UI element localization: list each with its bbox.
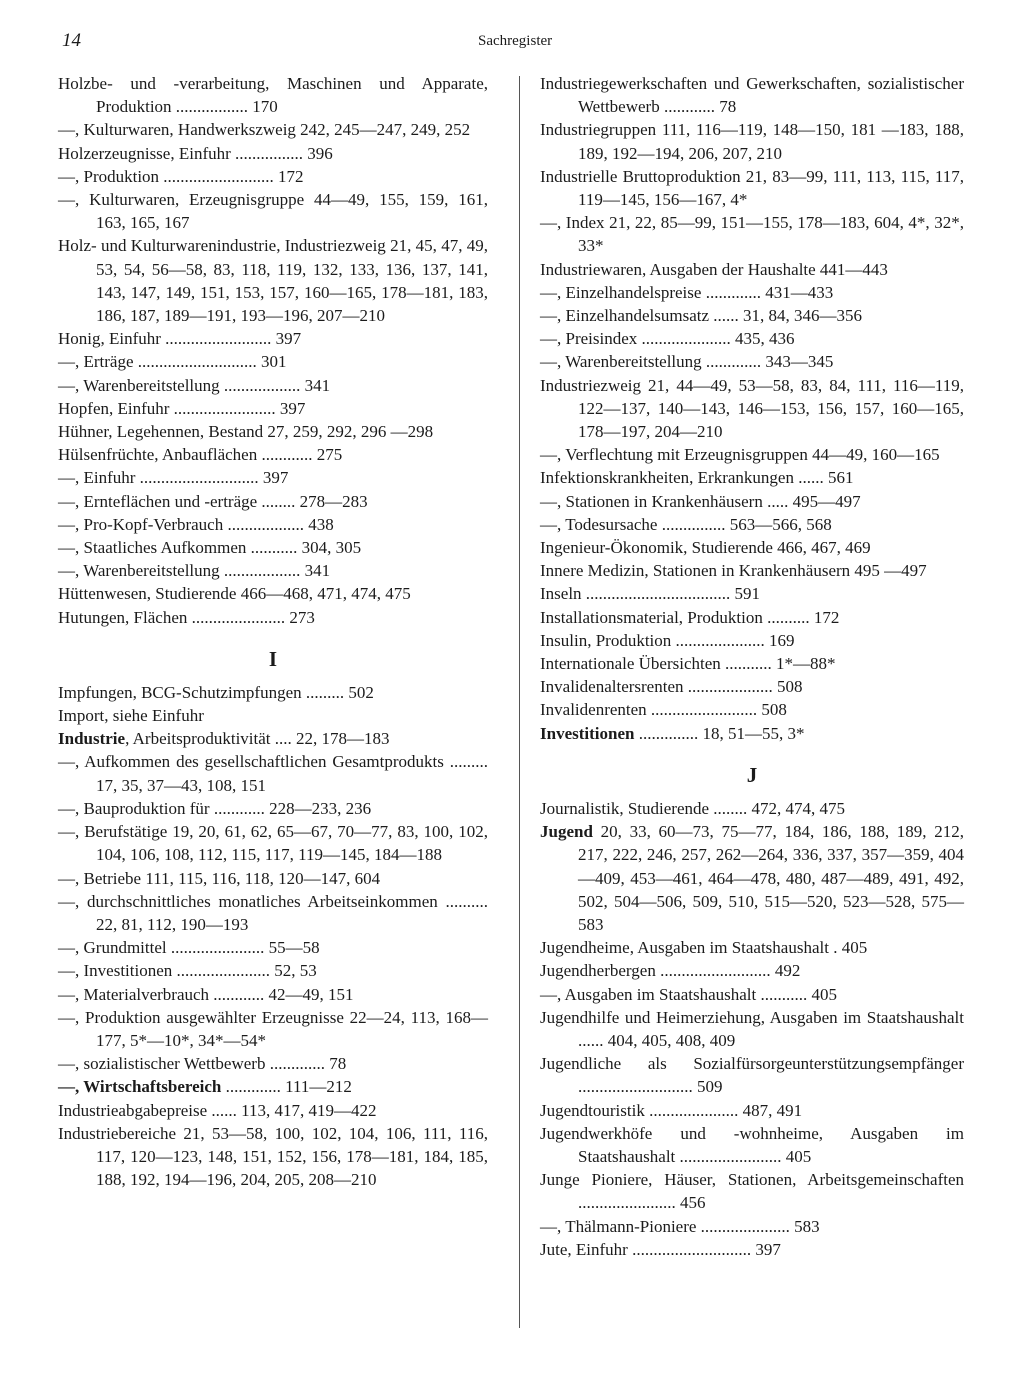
index-entry-text: ............. 111—212 [221, 1077, 352, 1097]
index-entry [540, 606, 964, 629]
index-entry-text: Industriegewerkschaften und Gewerkschaften, sozialistischer Wettbewerb ............ 78 [540, 74, 964, 117]
index-entry [58, 72, 488, 118]
index-entry [58, 867, 488, 890]
index-entry [58, 890, 488, 936]
index-entry [540, 820, 964, 936]
index-entry [58, 420, 488, 443]
index-entry-text: Industrielle Bruttoproduktion 21, 83—99, 111, 113, 115, 117, 119—145, 156—167, 4* [540, 166, 964, 210]
index-entry [58, 727, 488, 750]
index-entry [58, 559, 488, 582]
index-entry-text: —, Aufkommen des gesellschaftlichen Gesamtprodukts ......... 17, 35, 37—43, 108, 151 [58, 752, 488, 795]
index-entry-text: —, Kulturwaren, Handwerkszweig 242, 245—247, 249, 252 [58, 120, 471, 140]
index-entry-text: —, Verflechtung mit Erzeugnisgruppen 44—49, 160—165 [540, 445, 940, 465]
index-entry [58, 959, 488, 982]
index-entry-text: , Arbeitsproduktivität .... 22, 178—183 [125, 729, 390, 749]
index-entry-text: —, Warenbereitstellung ............. 343—345 [540, 352, 834, 372]
index-entry-text: Invalidenrenten ......................... 508 [540, 700, 787, 720]
index-entry [58, 936, 488, 959]
index-entry [58, 681, 488, 704]
index-entry-text: Innere Medizin, Stationen in Krankenhäusern 495 —497 [540, 561, 927, 581]
index-entry-text: Jugendhilfe und Heimerziehung, Ausgaben im Staatshaushalt ...... 404, 405, 408, 409 [540, 1007, 964, 1050]
index-entry [540, 211, 964, 257]
index-entry [540, 1238, 964, 1261]
index-entry [540, 490, 964, 513]
index-entry [58, 327, 488, 350]
index-entry [58, 983, 488, 1006]
index-entry-text: —, Produktion .......................... 172 [58, 166, 304, 186]
index-entry-text: —, Materialverbrauch ............ 42—49, 151 [58, 984, 354, 1004]
index-entry-text: Import, siehe Einfuhr [58, 706, 204, 726]
index-entry [58, 536, 488, 559]
index-entry [58, 165, 488, 188]
index-entry-text: —, Thälmann-Pioniere ..................... 583 [540, 1216, 820, 1236]
index-entry-keyword: Investitionen [540, 723, 635, 743]
index-entry-text: Jugendliche als Sozialfürsorgeunterstützungsempfänger ........................... 509 [540, 1054, 964, 1097]
index-entry-text: Infektionskrankheiten, Erkrankungen ...... 561 [540, 468, 854, 488]
index-entry-text: Insulin, Produktion ..................... 169 [540, 630, 795, 650]
index-entry [540, 629, 964, 652]
section-letter-j: J [746, 762, 758, 787]
index-entry-text: —, Warenbereitstellung .................. 341 [58, 561, 331, 581]
index-entry-text: —, Investitionen ...................... 52, 53 [58, 961, 317, 981]
index-entry-text: Junge Pioniere, Häuser, Stationen, Arbeitsgemeinschaften ....................... 456 [540, 1170, 964, 1213]
index-entry [540, 936, 964, 959]
index-entry-text: Ingenieur-Ökonomik, Studierende 466, 467, 469 [540, 538, 871, 558]
index-entry-keyword: —, Wirtschaftsbereich [58, 1077, 222, 1097]
index-entry [58, 704, 488, 727]
running-head: Sachregister [478, 33, 553, 49]
index-entry-text: Holzerzeugnisse, Einfuhr ................ 396 [58, 143, 333, 163]
index-entry-text: Hüttenwesen, Studierende 466—468, 471, 474, 475 [58, 584, 411, 604]
index-entry [540, 443, 964, 466]
index-entry [58, 350, 488, 373]
index-entry-text: Jugendtouristik ..................... 487, 491 [540, 1100, 803, 1120]
index-entry-text: Jugendwerkhöfe und -wohnheime, Ausgaben im Staatshaushalt ........................ 405 [540, 1123, 964, 1166]
index-entry-text: Invalidenaltersrenten .................... 508 [540, 677, 803, 697]
index-entry [540, 72, 964, 118]
index-entry [540, 1099, 964, 1122]
index-entry-text: —, Ernteflächen und -erträge ........ 278—283 [58, 491, 368, 511]
index-entry-text: —, Berufstätige 19, 20, 61, 62, 65—67, 70—77, 83, 100, 102, 104, 106, 108, 112, 115, 117, 119—145, 184—188 [58, 822, 488, 865]
index-entry-text: Industriezweig 21, 44—49, 53—58, 83, 84, 111, 116—119, 122—137, 140—143, 146—153, 156, 157, 160—165, 178—197, 204—210 [540, 375, 964, 442]
index-entry [540, 466, 964, 489]
index-entry-text: —, Betriebe 111, 115, 116, 118, 120—147, 604 [58, 868, 381, 888]
index-entry-text: Jugendherbergen .......................... 492 [540, 961, 801, 981]
index-entry [58, 118, 488, 141]
right-column [540, 72, 964, 1261]
index-entry [540, 304, 964, 327]
index-entry-text: Impfungen, BCG-Schutzimpfungen ......... 502 [58, 682, 374, 702]
index-entry [58, 234, 488, 327]
index-entry [540, 281, 964, 304]
index-entry [540, 374, 964, 444]
index-entry-text: Industriegruppen 111, 116—119, 148—150, 181 —183, 188, 189, 192—194, 206, 207, 210 [540, 120, 964, 163]
index-entry-text: —, Staatliches Aufkommen ........... 304, 305 [58, 538, 362, 558]
index-entry-text: Hutungen, Flächen ...................... 273 [58, 607, 315, 627]
index-entry-text: 20, 33, 60—73, 75—77, 184, 186, 188, 189, 212, 217, 222, 246, 257, 262—264, 336, 337, 357—359, 404—409, 453—461, 464—478, 480, 487—489, 491, 492, 502, 504—506, 509, 510, 515—520, 523—528, 575—583 [578, 822, 964, 934]
index-entry-text: —, Kulturwaren, Erzeugnisgruppe 44—49, 155, 159, 161, 163, 165, 167 [58, 190, 488, 233]
index-entry-text: Industriewaren, Ausgaben der Haushalte 441—443 [540, 259, 888, 279]
index-entry [540, 559, 964, 582]
index-entry [58, 1052, 488, 1075]
page-number: 14 [62, 30, 81, 51]
index-entry [58, 1006, 488, 1052]
index-entry [540, 983, 964, 1006]
index-entry-text: —, sozialistischer Wettbewerb ............. 78 [58, 1054, 347, 1074]
index-entry-text: —, Pro-Kopf-Verbrauch .................. 438 [58, 514, 334, 534]
index-entry-keyword: Jugend [540, 822, 593, 842]
index-entry-text: —, Ausgaben im Staatshaushalt ........... 405 [540, 984, 838, 1004]
column-divider [519, 76, 520, 1328]
index-entry-keyword: Industrie [58, 729, 126, 749]
index-entry-text: Jugendheime, Ausgaben im Staatshaushalt . 405 [540, 938, 868, 958]
index-entry-text: Hühner, Legehennen, Bestand 27, 259, 292, 296 —298 [58, 422, 434, 442]
index-entry [540, 513, 964, 536]
index-entry-text: —, Todesursache ............... 563—566, 568 [540, 514, 832, 534]
index-entry [540, 1006, 964, 1052]
index-entry [58, 374, 488, 397]
index-entry-text: —, Einzelhandelsumsatz ...... 31, 84, 346—356 [540, 306, 863, 326]
index-entry [58, 1122, 488, 1192]
index-entry [58, 750, 488, 796]
index-entry [540, 327, 964, 350]
index-entry [540, 165, 964, 211]
index-entry [540, 258, 964, 281]
index-entry-text: —, Grundmittel ...................... 55—58 [58, 938, 320, 958]
index-entry-text: —, Einfuhr ............................ 397 [58, 468, 289, 488]
index-entry [58, 142, 488, 165]
index-entry-text: Journalistik, Studierende ........ 472, 474, 475 [540, 798, 846, 818]
index-entry [540, 350, 964, 373]
index-entry [540, 118, 964, 164]
index-entry [540, 1215, 964, 1238]
j-entries [540, 797, 964, 1261]
industrie-entries [540, 72, 964, 745]
index-entry [58, 490, 488, 513]
index-entry [58, 466, 488, 489]
index-entry [540, 652, 964, 675]
index-entry-text: .............. 18, 51—55, 3* [634, 723, 805, 743]
index-entry [540, 582, 964, 605]
index-entry [540, 698, 964, 721]
index-entry-text: —, Produktion ausgewählter Erzeugnisse 22—24, 113, 168—177, 5*—10*, 34*—54* [58, 1007, 488, 1050]
index-entry-text: Jute, Einfuhr ............................ 397 [540, 1239, 781, 1259]
index-entry-text: —, Bauproduktion für ............ 228—233, 236 [58, 798, 372, 818]
index-entry-text: Hülsenfrüchte, Anbauflächen ............ 275 [58, 445, 343, 465]
index-entry-text: —, Warenbereitstellung .................. 341 [58, 375, 331, 395]
index-entry-text: Industriebereiche 21, 53—58, 100, 102, 104, 106, 111, 116, 117, 120—123, 148, 151, 152, 156, 178—181, 184, 185, 188, 192, 194—196, 204, 205, 208—210 [58, 1123, 488, 1190]
index-entry [58, 513, 488, 536]
index-entry-text: Inseln .................................. 591 [540, 584, 761, 604]
index-entry [58, 820, 488, 866]
index-entry [58, 606, 488, 629]
index-entry-text: —, Einzelhandelspreise ............. 431—433 [540, 282, 834, 302]
index-entry [540, 959, 964, 982]
index-entry-text: Holz- und Kulturwarenindustrie, Industriezweig 21, 45, 47, 49, 53, 54, 56—58, 83, 118, 119, 132, 133, 136, 137, 141, 143, 147, 149, 151, 153, 157, 160—165, 178—181, 183, 186, 187, 189—191, 193—196, 207—210 [58, 236, 488, 326]
section-letter-i: I [268, 646, 278, 671]
index-entry [540, 797, 964, 820]
index-entry-text: Holzbe- und -verarbeitung, Maschinen und Apparate, Produktion ................. 170 [58, 74, 488, 117]
index-entry-text: —, Preisindex ..................... 435, 436 [540, 329, 795, 349]
index-entry [540, 536, 964, 559]
index-entry-text: —, durchschnittliches monatliches Arbeitseinkommen .......... 22, 81, 112, 190—193 [58, 891, 488, 934]
index-entry [540, 722, 964, 745]
index-entry [58, 1099, 488, 1122]
index-entry-text: —, Erträge ............................ 301 [58, 352, 287, 372]
index-entry [58, 1075, 488, 1098]
index-entry [540, 1052, 964, 1098]
index-entry [540, 1122, 964, 1168]
left-column [58, 72, 488, 1191]
index-entry-text: Installationsmaterial, Produktion .......... 172 [540, 607, 840, 627]
index-entry [58, 797, 488, 820]
index-entry-text: Internationale Übersichten ........... 1*—88* [540, 654, 836, 674]
index-entry [58, 443, 488, 466]
i-entries [58, 681, 488, 1191]
index-entry-text: Hopfen, Einfuhr ........................ 397 [58, 398, 306, 418]
index-entry [540, 1168, 964, 1214]
index-entry-text: —, Stationen in Krankenhäusern ..... 495—497 [540, 491, 861, 511]
index-entry-text: —, Index 21, 22, 85—99, 151—155, 178—183, 604, 4*, 32*, 33* [540, 213, 964, 256]
index-entry [58, 188, 488, 234]
index-entry-text: Industrieabgabepreise ...... 113, 417, 419—422 [58, 1100, 377, 1120]
index-entry [58, 397, 488, 420]
index-entry [58, 582, 488, 605]
index-entry [540, 675, 964, 698]
index-entry-text: Honig, Einfuhr ......................... 397 [58, 329, 302, 349]
h-entries [58, 72, 488, 629]
